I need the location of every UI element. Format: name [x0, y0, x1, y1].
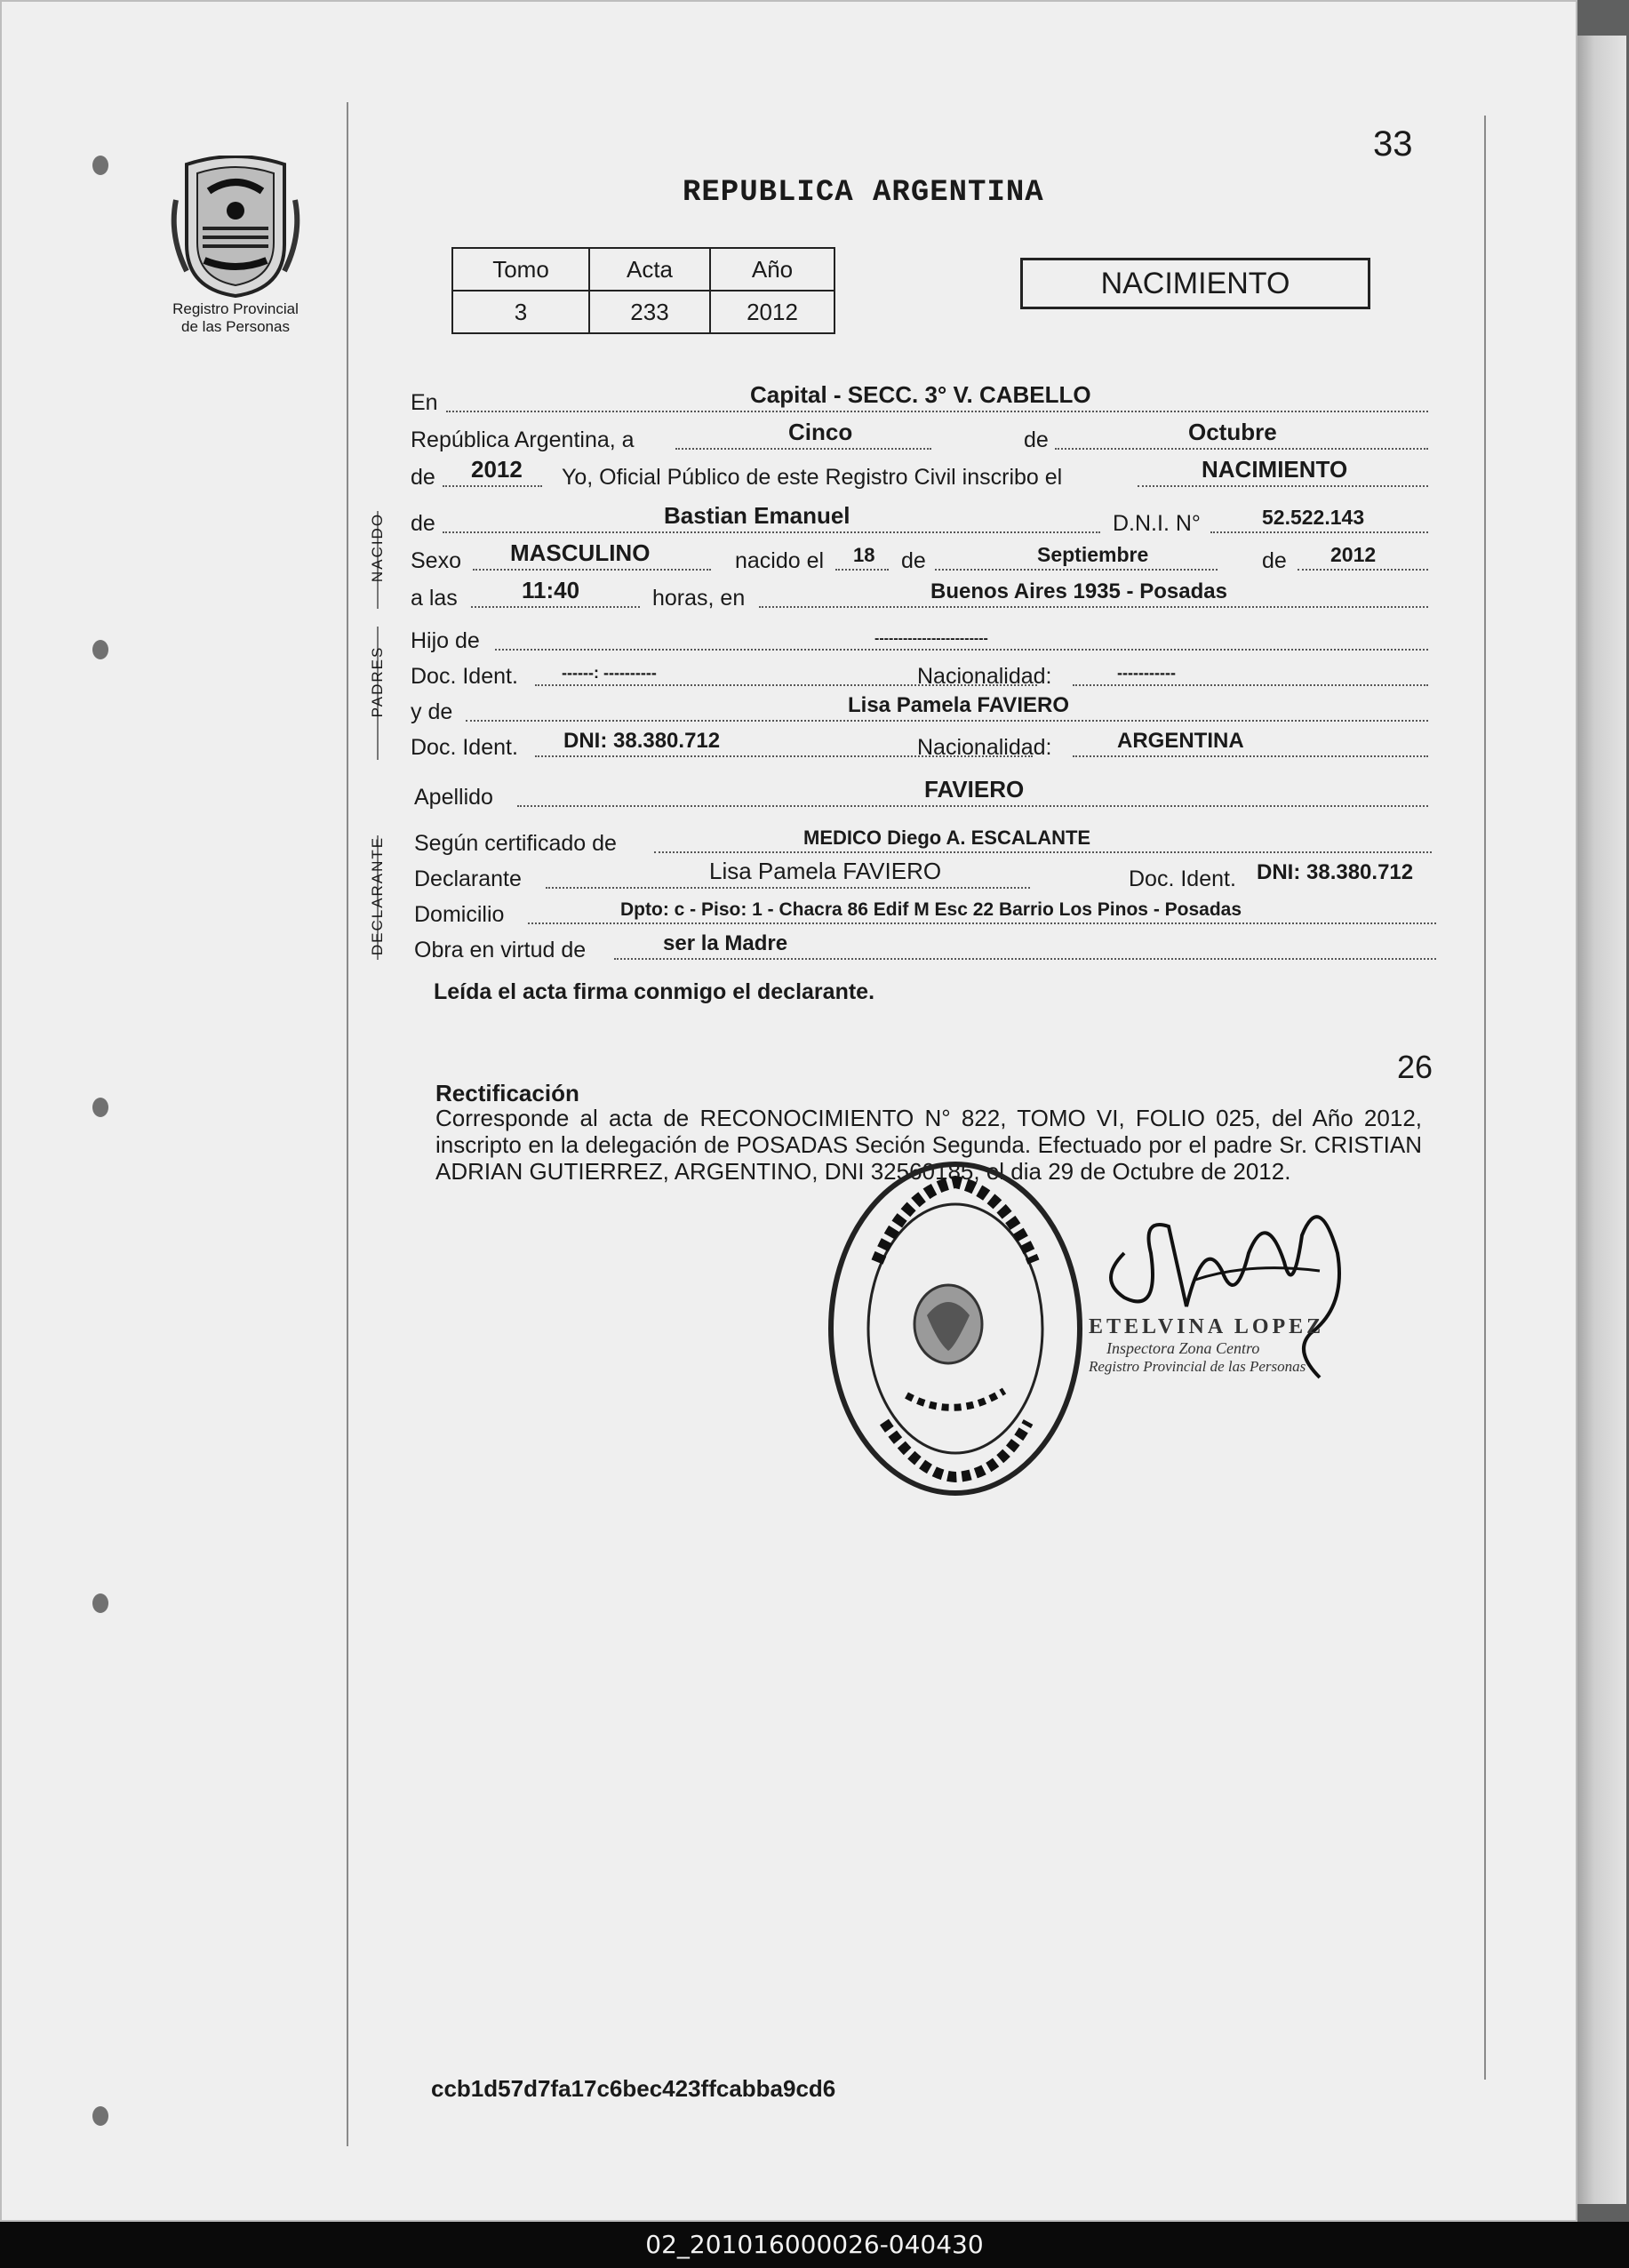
obra-label: Obra en virtud de: [414, 938, 587, 962]
horas-en-label: horas, en: [652, 586, 746, 611]
margin-line: [347, 102, 348, 2146]
yde-label: y de: [411, 699, 453, 724]
dotted-line: [1138, 485, 1428, 487]
decl-doc-value: DNI: 38.380.712: [1257, 860, 1414, 884]
country-heading: REPUBLICA ARGENTINA: [683, 176, 1044, 210]
volume-table: [451, 247, 835, 334]
birth-year: 2012: [1330, 543, 1377, 566]
row-doc2: [411, 729, 1428, 761]
row-republica: [411, 421, 1428, 453]
row-hijo: [411, 622, 1428, 654]
dotted-line: [935, 569, 1218, 571]
dotted-line: [835, 569, 889, 571]
signatory-name: ETELVINA LOPEZ: [1089, 1315, 1325, 1338]
dotted-line: [1210, 531, 1428, 533]
dotted-line: [528, 922, 1436, 924]
republica-label: República Argentina, a: [411, 427, 635, 452]
en-value: Capital - SECC. 3° V. CABELLO: [750, 381, 1091, 408]
row-nacido-de: [411, 502, 1428, 537]
row-hora: [411, 579, 1428, 611]
hora-value: 11:40: [522, 577, 580, 603]
obra-value: ser la Madre: [663, 931, 788, 955]
acta-header: Acta: [589, 248, 710, 291]
en-label: En: [411, 390, 438, 415]
rectification-number: 26: [1397, 1049, 1433, 1085]
a-las-label: a las: [411, 586, 458, 611]
logo-caption-line2: de las Personas: [181, 318, 290, 335]
binder-hole: [92, 2106, 108, 2126]
ano-header: Año: [710, 248, 834, 291]
dotted-line: [471, 606, 640, 608]
dotted-line: [517, 805, 1428, 807]
de-label: de: [1024, 427, 1049, 452]
dotted-line: [443, 485, 542, 487]
dotted-line: [614, 958, 1436, 960]
lugar-value: Buenos Aires 1935 - Posadas: [930, 579, 1227, 603]
birth-day: 18: [853, 544, 875, 566]
year-value: 2012: [471, 456, 523, 483]
row-declarante: [414, 860, 1432, 892]
rectificacion-title: Rectificación: [435, 1080, 579, 1106]
dotted-line: [546, 887, 1030, 889]
dotted-line: [443, 531, 1100, 533]
dotted-line: [675, 448, 931, 450]
tomo-value: 3: [452, 291, 589, 333]
row-year: [411, 456, 1428, 491]
row-certificado: [414, 825, 1432, 857]
dotted-line: [495, 649, 1428, 651]
row-apellido: [411, 776, 1428, 811]
doc2-label: Doc. Ident.: [411, 735, 518, 760]
logo-caption: [142, 300, 329, 336]
row-obra: [414, 931, 1436, 963]
signatory-title: Inspectora Zona Centro: [1106, 1339, 1260, 1357]
declarante-section-label: DECLARANTE: [369, 835, 386, 956]
nacido-section-label: NACIDO: [369, 512, 386, 583]
dotted-line: [446, 411, 1428, 412]
signatory-org: Registro Provincial de las Personas: [1089, 1358, 1306, 1375]
logo-caption-line1: Registro Provincial: [172, 300, 299, 317]
domicilio-value: Dpto: c - Piso: 1 - Chacra 86 Edif M Esc 22 Barrio Los Pinos - Posadas: [620, 899, 1242, 920]
nac1-value: -----------: [1117, 664, 1176, 682]
dotted-line: [466, 720, 1428, 722]
footer-id: 02_201016000026-040430: [0, 2222, 1629, 2268]
dotted-line: [759, 606, 1428, 608]
sexo-label: Sexo: [411, 548, 461, 573]
apellido-value: FAVIERO: [924, 776, 1025, 803]
dotted-line: [654, 851, 1432, 853]
doc1-label: Doc. Ident.: [411, 664, 518, 689]
dotted-line: [1073, 755, 1428, 757]
yo-label: Yo, Oficial Público de este Registro Civil inscribo el: [562, 465, 1063, 490]
leida-statement: Leída el acta firma conmigo el declarante.: [434, 979, 875, 1004]
page-number: 33: [1373, 124, 1413, 164]
rectificacion-body: Corresponde al acta de RECONOCIMIENTO N° 822, TOMO VI, FOLIO 025, del Año 2012, inscripto en la delegación de POSADAS Seción Segunda. Efectuado por el padre Sr. CRISTIAN ADRIAN GUTIERREZ, ARGENTINO, DNI 32560185, el dia 29 de Octubre de 2012.: [435, 1105, 1422, 1185]
binder-hole: [92, 1098, 108, 1117]
row-doc1: [411, 658, 1428, 690]
nacido-el-label: nacido el: [735, 548, 825, 573]
binder-hole: [92, 640, 108, 659]
decl-doc-label: Doc. Ident.: [1129, 866, 1236, 891]
cert-value: MEDICO Diego A. ESCALANTE: [803, 827, 1091, 849]
domicilio-label: Domicilio: [414, 902, 505, 927]
row-en: [411, 381, 1428, 416]
acta-value: 233: [589, 291, 710, 333]
nacido-de-label: de: [411, 511, 435, 536]
nac2-label: Nacionalidad:: [917, 735, 1052, 760]
child-name: Bastian Emanuel: [664, 502, 850, 529]
tomo-header: Tomo: [452, 248, 589, 291]
inscribo-value: NACIMIENTO: [1202, 456, 1348, 483]
madre-value: Lisa Pamela FAVIERO: [848, 693, 1069, 717]
page-stack-edge: [1573, 36, 1626, 2204]
official-stamp-icon: [822, 1155, 1089, 1502]
decl-label: Declarante: [414, 866, 522, 891]
ano-value: 2012: [710, 291, 834, 333]
cert-label: Según certificado de: [414, 831, 617, 856]
padres-section-label: PADRES: [369, 645, 386, 718]
dni-value: 52.522.143: [1262, 506, 1365, 529]
signature-block: [1089, 1315, 1324, 1376]
de2-label: de: [411, 465, 435, 490]
binder-hole: [92, 156, 108, 175]
birth-de-label: de: [901, 548, 926, 573]
nac1-label: Nacionalidad:: [917, 664, 1052, 689]
birth-de2-label: de: [1262, 548, 1287, 573]
dotted-line: [1073, 684, 1428, 686]
hijo-value: ------------------------: [874, 631, 988, 646]
doc1-value: ------: ----------: [562, 664, 657, 682]
month-value: Octubre: [1188, 419, 1277, 445]
nac2-value: ARGENTINA: [1117, 729, 1244, 753]
binder-hole: [92, 1593, 108, 1613]
birth-month: Septiembre: [1037, 543, 1149, 566]
hijo-label: Hijo de: [411, 628, 480, 653]
day-value: Cinco: [788, 419, 853, 445]
document-hash: ccb1d57d7fa17c6bec423ffcabba9cd6: [431, 2075, 836, 2102]
apellido-label: Apellido: [414, 785, 493, 810]
dotted-line: [473, 569, 711, 571]
row-domicilio: [414, 896, 1436, 928]
decl-value: Lisa Pamela FAVIERO: [709, 858, 942, 884]
dotted-line: [1055, 448, 1428, 450]
province-emblem-icon: [169, 156, 302, 298]
dni-label: D.N.I. N°: [1113, 511, 1201, 536]
doc2-value: DNI: 38.380.712: [563, 729, 721, 753]
sexo-value: MASCULINO: [510, 539, 651, 566]
record-type-box: NACIMIENTO: [1020, 258, 1370, 309]
handwritten-signature: [1089, 1200, 1373, 1422]
row-sexo: [411, 539, 1428, 574]
row-madre: [411, 693, 1428, 725]
dotted-line: [1298, 569, 1428, 571]
margin-line-right: [1484, 116, 1486, 2080]
